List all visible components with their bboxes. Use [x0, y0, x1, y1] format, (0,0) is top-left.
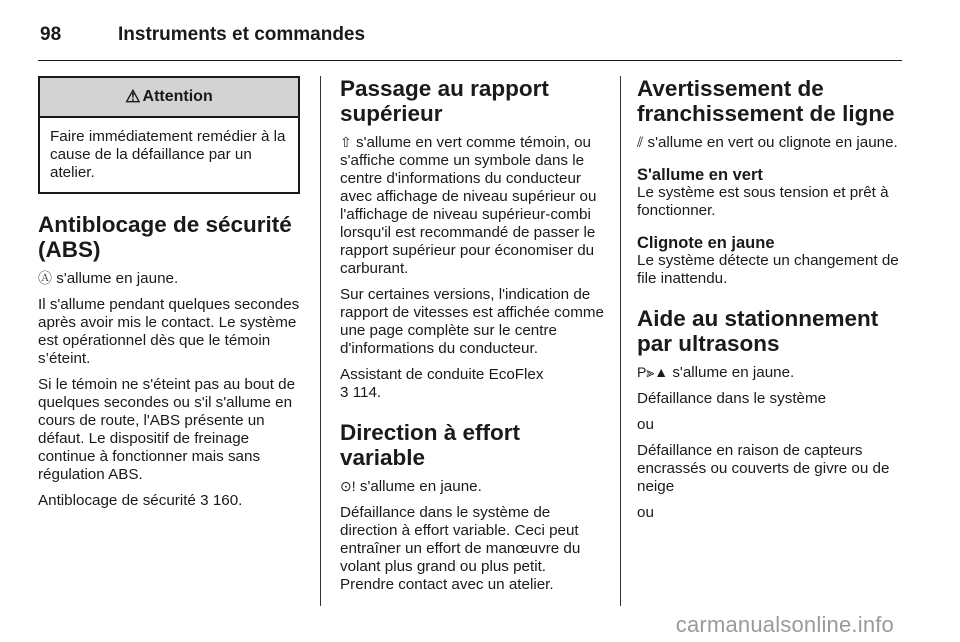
- parking-or-1: ou: [637, 416, 654, 433]
- chapter-title: Instruments et commandes: [118, 24, 366, 45]
- steering-paragraph: Défaillance dans le système de direction à effort variable. Ceci peut entraîner un effort de manœuvre du volant plus grand ou plus petit. Prendre contact avec un atelier.: [340, 504, 581, 593]
- abs-lamp-text: s'allume en jaune.: [56, 270, 179, 287]
- lane-green-title: S'allume en vert: [637, 166, 763, 184]
- abs-lamp-line: [38, 269, 301, 288]
- upshift-arrow-icon: ⇧: [340, 134, 352, 150]
- upshift-paragraph-2: Sur certaines versions, l'indication de rapport de vitesses est affichée comme une page complète sur le centre d'informations du conducteur.: [340, 286, 604, 357]
- parking-assist-icon: P⫸▲: [637, 364, 669, 380]
- column-3: [637, 76, 903, 530]
- lane-green-text: Le système est sous tension et prêt à fonctionner.: [637, 184, 889, 219]
- parking-heading: Aide au stationnement par ultrasons: [637, 306, 879, 356]
- parking-item-1: Défaillance dans le système: [637, 390, 827, 407]
- watermark: carmanualsonline.info: [675, 612, 894, 637]
- steering-warning-icon: ⊙!: [340, 478, 356, 494]
- lane-heading: Avertissement de franchissement de ligne: [637, 76, 895, 126]
- parking-lamp-line: [637, 363, 903, 382]
- abs-paragraph-2: Si le témoin ne s'éteint pas au bout de quelques secondes ou s'il s'allume en cours de route, l'ABS présente un défaut. Le dispositif de freinage continue à fonctionner mais sans régulation ABS.: [38, 376, 296, 483]
- upshift-reference[interactable]: [340, 366, 604, 402]
- lane-departure-icon: ⫽: [637, 134, 644, 150]
- lane-yellow-text: Le système détecte un changement de file inattendu.: [637, 252, 899, 287]
- upshift-ref-text: Assistant de conduite EcoFlex: [340, 366, 544, 383]
- attention-header: [40, 78, 298, 118]
- upshift-paragraph-1: [340, 133, 604, 278]
- abs-heading: Antiblocage de sécurité (ABS): [38, 212, 292, 262]
- upshift-ref-page: 114.: [352, 384, 382, 401]
- lane-lamp-text: s'allume en vert ou clignote en jaune.: [647, 134, 898, 151]
- abs-warning-icon: Ⓐ: [38, 270, 52, 286]
- abs-reference[interactable]: [38, 492, 301, 510]
- page-header: [40, 20, 365, 50]
- steering-lamp-text: s'allume en jaune.: [359, 478, 482, 495]
- attention-body: Faire immédiatement remédier à la cause de la défaillance par un atelier.: [50, 128, 286, 181]
- parking-or-2: ou: [637, 504, 654, 521]
- parking-lamp-text: s'allume en jaune.: [672, 364, 795, 381]
- parking-item-2: Défaillance en raison de capteurs encrassés ou couverts de givre ou de neige: [637, 442, 890, 495]
- abs-ref-text: Antiblocage de sécurité: [38, 492, 196, 509]
- upshift-text: s'allume en vert comme témoin, ou s'affiche comme un symbole dans le centre d'informations du conducteur avec affichage de niveau supérieur ou l'affichage de niveau supérieur-combi lorsqu'il est recommandé de passer le rapport supérieur pour économiser du carburant.: [340, 134, 597, 277]
- column-divider-2: [620, 76, 621, 606]
- column-2: [340, 76, 604, 602]
- abs-ref-page: 160.: [212, 492, 243, 509]
- page-ref-arrow-icon: 3: [340, 384, 349, 401]
- warning-triangle-icon: ⚠: [125, 87, 141, 106]
- page-ref-arrow-icon: 3: [200, 492, 209, 509]
- upshift-heading: Passage au rapport supérieur: [340, 76, 549, 126]
- attention-title: Attention: [142, 88, 213, 105]
- attention-box: [38, 76, 300, 194]
- lane-yellow-title: Clignote en jaune: [637, 234, 775, 252]
- lane-lamp-line: [637, 133, 903, 152]
- page-number: 98: [40, 24, 62, 45]
- column-divider-1: [320, 76, 321, 606]
- header-rule: [38, 60, 902, 61]
- steering-lamp-line: [340, 477, 604, 496]
- abs-paragraph-1: Il s'allume pendant quelques secondes après avoir mis le contact. Le système est opérationnel dès que le témoin s’éteint.: [38, 296, 300, 367]
- steering-heading: Direction à effort variable: [340, 420, 521, 470]
- column-1: [38, 76, 301, 518]
